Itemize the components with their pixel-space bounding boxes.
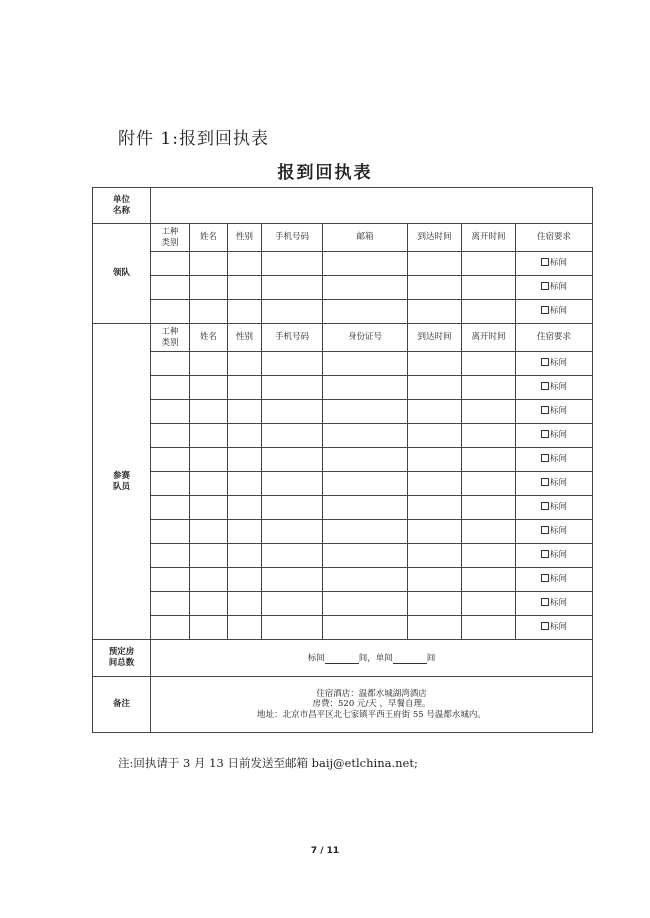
leader-section-label: 领队 <box>93 224 151 324</box>
member-cell[interactable] <box>190 472 228 496</box>
member-cell[interactable] <box>323 520 408 544</box>
member-row <box>93 496 593 520</box>
checkbox-icon[interactable] <box>541 406 549 414</box>
leader-cell[interactable] <box>228 300 262 324</box>
member-cell[interactable] <box>323 496 408 520</box>
member-cell[interactable] <box>228 496 262 520</box>
checkbox-icon[interactable] <box>541 430 549 438</box>
room-option[interactable] <box>516 352 593 376</box>
member-row <box>93 520 593 544</box>
member-header-3: 手机号码 <box>262 324 323 352</box>
member-cell[interactable] <box>408 544 462 568</box>
leader-cell[interactable] <box>262 276 323 300</box>
rooms-text-1: 标间 <box>307 653 325 664</box>
member-cell[interactable] <box>462 592 516 616</box>
room-option[interactable] <box>516 300 593 324</box>
room-option-label: 标间 <box>549 306 567 317</box>
member-cell[interactable] <box>190 376 228 400</box>
room-option[interactable] <box>516 568 593 592</box>
member-row <box>93 472 593 496</box>
member-cell[interactable] <box>462 568 516 592</box>
leader-cell[interactable] <box>462 276 516 300</box>
member-cell[interactable] <box>462 472 516 496</box>
member-cell[interactable] <box>323 616 408 640</box>
member-cell[interactable] <box>262 544 323 568</box>
standard-room-count-blank[interactable] <box>325 652 359 664</box>
room-option-label: 标间 <box>549 478 567 489</box>
member-cell[interactable] <box>323 568 408 592</box>
member-cell[interactable] <box>228 352 262 376</box>
member-cell[interactable] <box>151 400 190 424</box>
room-option-label: 标间 <box>549 550 567 561</box>
member-row <box>93 400 593 424</box>
member-cell[interactable] <box>262 496 323 520</box>
checkbox-icon[interactable] <box>541 622 549 630</box>
leader-row <box>93 276 593 300</box>
rooms-text-2: 间，单间 <box>358 653 393 664</box>
leader-cell[interactable] <box>262 300 323 324</box>
notes-field <box>151 677 593 733</box>
member-cell[interactable] <box>228 448 262 472</box>
unit-name-field[interactable] <box>151 188 593 224</box>
leader-header-2: 性别 <box>228 224 262 252</box>
checkbox-icon[interactable] <box>541 550 549 558</box>
member-cell[interactable] <box>323 472 408 496</box>
room-option-label: 标间 <box>549 258 567 269</box>
member-cell[interactable] <box>462 352 516 376</box>
member-cell[interactable] <box>228 520 262 544</box>
member-cell[interactable] <box>228 616 262 640</box>
notes-row <box>93 677 593 733</box>
member-cell[interactable] <box>262 616 323 640</box>
room-option-label: 标间 <box>549 430 567 441</box>
checkbox-icon[interactable] <box>541 258 549 266</box>
room-option[interactable] <box>516 496 593 520</box>
leader-cell[interactable] <box>323 252 408 276</box>
member-cell[interactable] <box>151 352 190 376</box>
member-header-5: 到达时间 <box>408 324 462 352</box>
notes-line: 地址：北京市昌平区北七家镇平西王府街 55 号温都水城内。 <box>257 709 486 720</box>
member-cell[interactable] <box>262 448 323 472</box>
leader-cell[interactable] <box>323 276 408 300</box>
member-cell[interactable] <box>151 616 190 640</box>
member-cell[interactable] <box>462 496 516 520</box>
room-option[interactable] <box>516 400 593 424</box>
member-row <box>93 352 593 376</box>
room-option-label: 标间 <box>549 574 567 585</box>
member-cell[interactable] <box>228 592 262 616</box>
member-cell[interactable] <box>262 424 323 448</box>
member-cell[interactable] <box>151 496 190 520</box>
single-room-count-blank[interactable] <box>393 652 427 664</box>
page-number: 7 / 11 <box>310 846 340 856</box>
leader-cell[interactable] <box>190 300 228 324</box>
member-cell[interactable] <box>408 376 462 400</box>
member-cell[interactable] <box>262 376 323 400</box>
member-cell[interactable] <box>190 400 228 424</box>
leader-cell[interactable] <box>190 276 228 300</box>
footer-note: 注:回执请于 3 月 13 日前发送至邮箱 baij@etlchina.net; <box>118 756 418 770</box>
room-option[interactable] <box>516 592 593 616</box>
member-row <box>93 616 593 640</box>
member-row <box>93 592 593 616</box>
member-row <box>93 544 593 568</box>
member-cell[interactable] <box>323 544 408 568</box>
member-row <box>93 568 593 592</box>
leader-cell[interactable] <box>228 276 262 300</box>
member-cell[interactable] <box>462 424 516 448</box>
room-option[interactable] <box>516 252 593 276</box>
member-cell[interactable] <box>262 352 323 376</box>
room-option-label: 标间 <box>549 502 567 513</box>
room-option[interactable] <box>516 276 593 300</box>
member-header-6: 离开时间 <box>462 324 516 352</box>
leader-cell[interactable] <box>190 252 228 276</box>
member-cell[interactable] <box>408 400 462 424</box>
member-cell[interactable] <box>190 544 228 568</box>
member-cell[interactable] <box>228 472 262 496</box>
room-option[interactable] <box>516 616 593 640</box>
member-cell[interactable] <box>190 424 228 448</box>
checkbox-icon[interactable] <box>541 382 549 390</box>
leader-row <box>93 300 593 324</box>
member-cell[interactable] <box>151 376 190 400</box>
member-cell[interactable] <box>408 496 462 520</box>
checkbox-icon[interactable] <box>541 282 549 290</box>
member-cell[interactable] <box>190 352 228 376</box>
member-cell[interactable] <box>190 496 228 520</box>
member-cell[interactable] <box>323 376 408 400</box>
member-cell[interactable] <box>408 520 462 544</box>
leader-cell[interactable] <box>462 252 516 276</box>
member-cell[interactable] <box>228 376 262 400</box>
unit-name-row <box>93 188 593 224</box>
leader-header-row <box>93 224 593 252</box>
member-header-1: 姓名 <box>190 324 228 352</box>
room-option[interactable] <box>516 472 593 496</box>
room-option-label: 标间 <box>549 598 567 609</box>
leader-row <box>93 252 593 276</box>
member-cell[interactable] <box>228 424 262 448</box>
member-cell[interactable] <box>151 472 190 496</box>
member-cell[interactable] <box>190 592 228 616</box>
member-header-2: 性别 <box>228 324 262 352</box>
room-option-label: 标间 <box>549 526 567 537</box>
member-row <box>93 448 593 472</box>
member-cell[interactable] <box>408 472 462 496</box>
member-cell[interactable] <box>151 568 190 592</box>
member-cell[interactable] <box>262 472 323 496</box>
room-option-label: 标间 <box>549 622 567 633</box>
rooms-text-3: 间 <box>426 653 436 664</box>
member-cell[interactable] <box>462 448 516 472</box>
rooms-label: 预定房 间总数 <box>93 640 151 677</box>
leader-header-0: 工种 类别 <box>151 224 190 252</box>
form-title: 报到回执表 <box>277 163 373 183</box>
member-section-label: 参赛 队员 <box>93 324 151 640</box>
checkbox-icon[interactable] <box>541 502 549 510</box>
member-cell[interactable] <box>151 448 190 472</box>
leader-cell[interactable] <box>228 252 262 276</box>
member-cell[interactable] <box>323 448 408 472</box>
checkbox-icon[interactable] <box>541 358 549 366</box>
member-cell[interactable] <box>462 520 516 544</box>
room-option-label: 标间 <box>549 406 567 417</box>
leader-header-7: 住宿要求 <box>516 224 593 252</box>
leader-cell[interactable] <box>408 276 462 300</box>
checkbox-icon[interactable] <box>541 526 549 534</box>
member-cell[interactable] <box>262 592 323 616</box>
member-cell[interactable] <box>228 544 262 568</box>
leader-cell[interactable] <box>408 300 462 324</box>
leader-cell[interactable] <box>323 300 408 324</box>
member-cell[interactable] <box>323 400 408 424</box>
member-cell[interactable] <box>262 400 323 424</box>
notes-line: 住宿酒店：温都水城湖湾酒店 <box>316 688 427 699</box>
member-cell[interactable] <box>228 400 262 424</box>
room-option[interactable] <box>516 376 593 400</box>
leader-cell[interactable] <box>262 252 323 276</box>
leader-cell[interactable] <box>462 300 516 324</box>
member-cell[interactable] <box>190 448 228 472</box>
checkbox-icon[interactable] <box>541 454 549 462</box>
member-row <box>93 376 593 400</box>
room-option[interactable] <box>516 448 593 472</box>
member-cell[interactable] <box>408 568 462 592</box>
member-cell[interactable] <box>408 592 462 616</box>
room-option-label: 标间 <box>549 382 567 393</box>
room-option-label: 标间 <box>549 282 567 293</box>
member-cell[interactable] <box>462 376 516 400</box>
rooms-row <box>93 640 593 677</box>
member-cell[interactable] <box>190 568 228 592</box>
room-option[interactable] <box>516 424 593 448</box>
member-cell[interactable] <box>151 592 190 616</box>
checkbox-icon[interactable] <box>541 574 549 582</box>
member-cell[interactable] <box>262 568 323 592</box>
leader-header-1: 姓名 <box>190 224 228 252</box>
member-cell[interactable] <box>190 616 228 640</box>
room-option[interactable] <box>516 544 593 568</box>
member-cell[interactable] <box>408 616 462 640</box>
registration-form-table <box>92 187 593 733</box>
member-cell[interactable] <box>408 424 462 448</box>
rooms-field <box>151 640 593 677</box>
member-cell[interactable] <box>462 544 516 568</box>
member-cell[interactable] <box>462 400 516 424</box>
member-row <box>93 424 593 448</box>
leader-cell[interactable] <box>151 276 190 300</box>
leader-cell[interactable] <box>408 252 462 276</box>
leader-header-4: 邮箱 <box>323 224 408 252</box>
checkbox-icon[interactable] <box>541 598 549 606</box>
room-option[interactable] <box>516 520 593 544</box>
member-cell[interactable] <box>151 544 190 568</box>
member-cell[interactable] <box>323 592 408 616</box>
checkbox-icon[interactable] <box>541 478 549 486</box>
leader-header-5: 到达时间 <box>408 224 462 252</box>
leader-cell[interactable] <box>151 252 190 276</box>
member-cell[interactable] <box>151 424 190 448</box>
member-cell[interactable] <box>323 352 408 376</box>
member-cell[interactable] <box>462 616 516 640</box>
notes-label: 备注 <box>93 677 151 733</box>
member-cell[interactable] <box>408 352 462 376</box>
member-header-7: 住宿要求 <box>516 324 593 352</box>
member-cell[interactable] <box>262 520 323 544</box>
unit-name-label: 单位 名称 <box>93 188 151 224</box>
member-cell[interactable] <box>323 424 408 448</box>
checkbox-icon[interactable] <box>541 306 549 314</box>
room-option-label: 标间 <box>549 454 567 465</box>
attachment-title: 附件 1:报到回执表 <box>118 129 269 149</box>
room-option-label: 标间 <box>549 358 567 369</box>
leader-header-6: 离开时间 <box>462 224 516 252</box>
notes-line: 房费：520 元/天 ，早餐自理。 <box>312 699 431 710</box>
member-cell[interactable] <box>408 448 462 472</box>
leader-header-3: 手机号码 <box>262 224 323 252</box>
member-cell[interactable] <box>151 520 190 544</box>
member-cell[interactable] <box>190 520 228 544</box>
member-cell[interactable] <box>228 568 262 592</box>
member-header-row <box>93 324 593 352</box>
member-header-4: 身份证号 <box>323 324 408 352</box>
member-header-0: 工种 类别 <box>151 324 190 352</box>
leader-cell[interactable] <box>151 300 190 324</box>
